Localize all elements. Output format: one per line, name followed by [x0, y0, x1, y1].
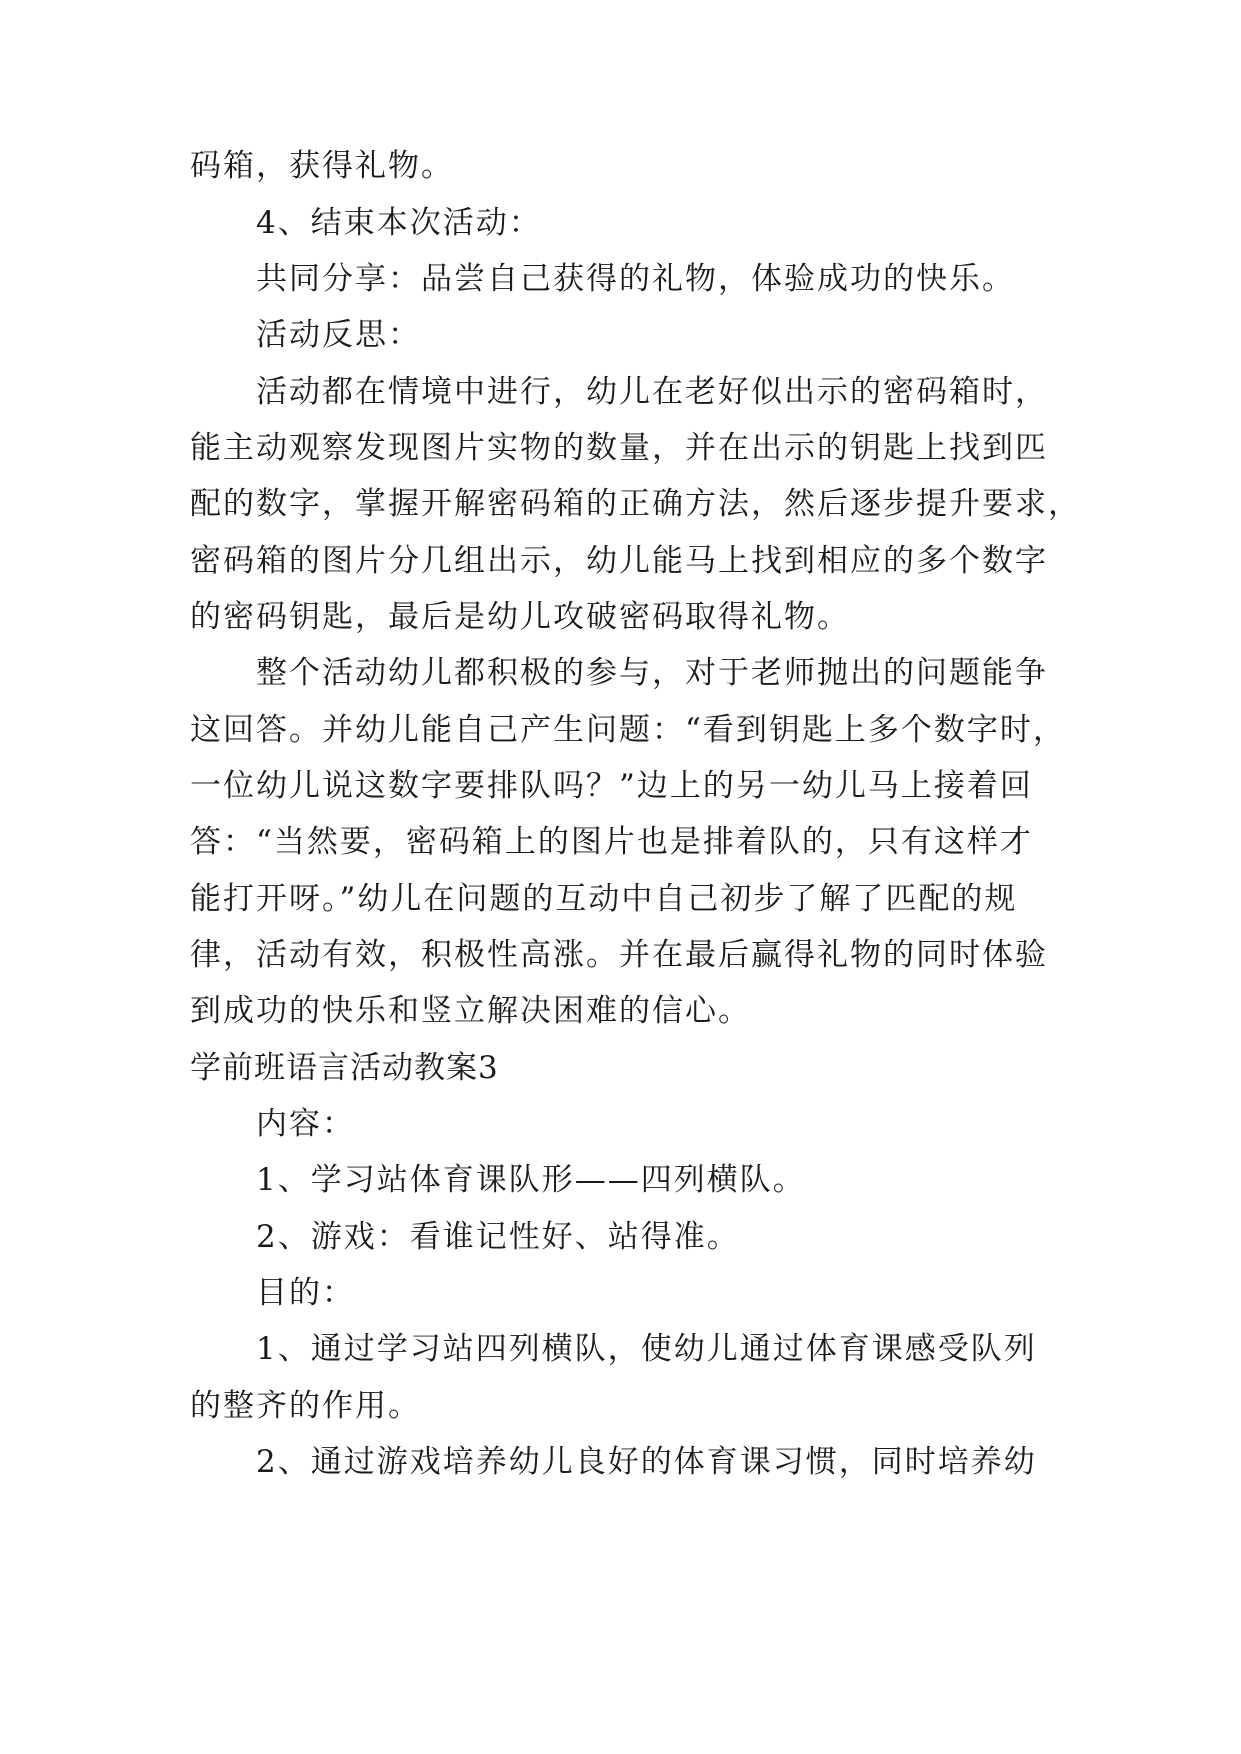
- text-line: 配的数字，掌握开解密码箱的正确方法，然后逐步提升要求，: [190, 486, 1081, 522]
- text-line: 2、通过游戏培养幼儿良好的体育课习惯，同时培养幼: [256, 1444, 1037, 1480]
- text-line: 共同分享：品尝自己获得的礼物，体验成功的快乐。: [256, 261, 1015, 297]
- text-line: 1、通过学习站四列横队，使幼儿通过体育课感受队列: [256, 1331, 1037, 1367]
- text-line: 能打开呀。”幼儿在问题的互动中自己初步了解了匹配的规: [190, 881, 1018, 917]
- text-line: 一位幼儿说这数字要排队吗？”边上的另一幼儿马上接着回: [190, 768, 1033, 804]
- text-line: 答：“当然要，密码箱上的图片也是排着队的，只有这样才: [190, 824, 1033, 860]
- text-line: 目的：: [256, 1275, 355, 1311]
- text-line: 2、游戏：看谁记性好、站得准。: [256, 1219, 740, 1255]
- text-line: 到成功的快乐和竖立解决困难的信心。: [190, 993, 751, 1029]
- text-line: 能主动观察发现图片实物的数量，并在出示的钥匙上找到匹: [190, 430, 1048, 466]
- text-line: 这回答。并幼儿能自己产生问题：“看到钥匙上多个数字时，: [190, 712, 1066, 748]
- text-line: 的整齐的作用。: [190, 1388, 421, 1424]
- section-heading: 学前班语言活动教案3: [190, 1050, 499, 1086]
- text-line: 4、结束本次活动：: [256, 205, 542, 241]
- text-line: 整个活动幼儿都积极的参与，对于老师抛出的问题能争: [256, 655, 1048, 691]
- text-line: 律，活动有效，积极性高涨。并在最后赢得礼物的同时体验: [190, 937, 1048, 973]
- text-line: 活动都在情境中进行，幼儿在老好似出示的密码箱时，: [256, 374, 1048, 410]
- text-line: 1、学习站体育课队形——四列横队。: [256, 1162, 806, 1198]
- text-line: 密码箱的图片分几组出示，幼儿能马上找到相应的多个数字: [190, 543, 1048, 579]
- text-line: 内容：: [256, 1106, 355, 1142]
- text-line: 码箱，获得礼物。: [190, 148, 454, 184]
- text-line: 活动反思：: [256, 317, 421, 353]
- text-line: 的密码钥匙，最后是幼儿攻破密码取得礼物。: [190, 599, 850, 635]
